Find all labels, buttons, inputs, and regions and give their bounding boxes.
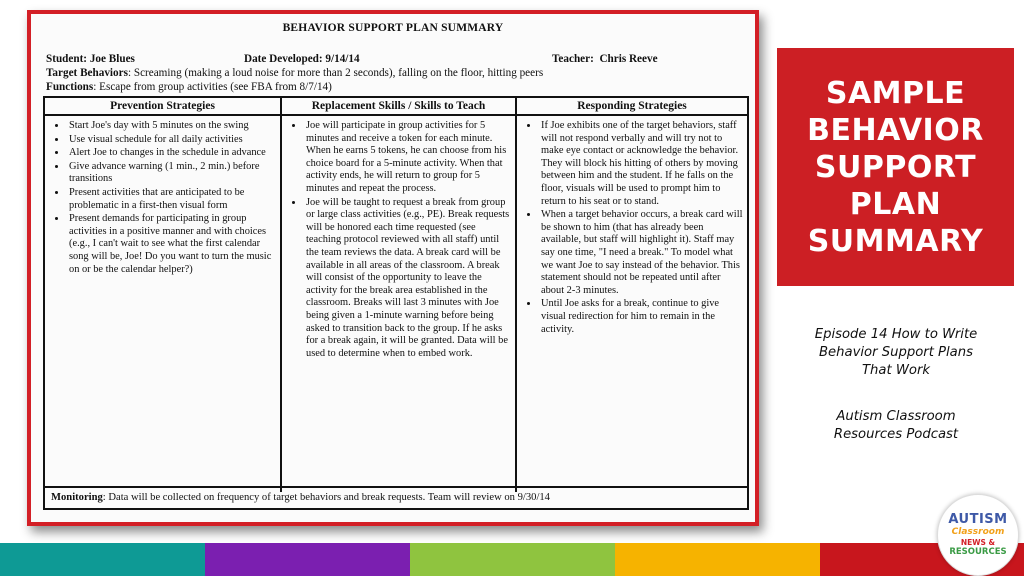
slide-title-box xyxy=(777,48,1014,286)
document-title: BEHAVIOR SUPPORT PLAN SUMMARY xyxy=(282,22,504,34)
list-item: • Present activities that are anticipated to be problematic in a first-then visual form xyxy=(67,187,276,212)
episode-caption: Episode 14 How to Write Behavior Support Plans That Work xyxy=(814,327,978,378)
list-item: • Alert Joe to changes in the schedule in advance xyxy=(67,147,276,160)
monitoring-text: : Data will be collected on frequency of target behaviors and break requests. Team will review on 9/30/14 xyxy=(102,492,550,503)
color-stripe-purple xyxy=(205,543,410,576)
responding-column xyxy=(517,98,747,492)
functions-text: : Escape from group activities (see FBA from 8/7/14) xyxy=(93,81,332,93)
title-line: SUMMARY xyxy=(807,223,984,259)
color-stripe-teal xyxy=(0,543,205,576)
podcast-logo: AUTISM Classroom NEWS & RESOURCES xyxy=(937,494,1019,576)
monitoring-row: Monitoring: Data will be collected on frequency of target behaviors and break requests. Team will review on 9/30/14 xyxy=(45,486,747,508)
functions-row: Functions: Escape from group activities (see FBA from 8/7/14) xyxy=(46,81,332,93)
student-name: Joe Blues xyxy=(89,53,135,65)
title-line: SAMPLE xyxy=(825,75,966,111)
title-line: BEHAVIOR xyxy=(807,112,984,148)
target-behaviors-row: Target Behaviors: Screaming (making a loud noise for more than 2 seconds), falling on the floor, hitting peers xyxy=(46,67,544,79)
list-item: • When a target behavior occurs, a break card will be shown to him (that has already been available, but staff will highlight it). Staff may say one time, "I need a break." To model what we want Joe to say instead of the behavior. This statement should not be repeated until after about 2-3 minutes. xyxy=(539,209,743,297)
teacher-name: Chris Reeve xyxy=(599,53,658,65)
replacement-skills-column xyxy=(282,98,517,492)
title-line: PLAN xyxy=(849,186,942,222)
replacement-skills-header: Replacement Skills / Skills to Teach xyxy=(282,98,515,116)
strategies-table xyxy=(43,96,749,510)
student-field: Student: Joe Blues xyxy=(46,53,135,65)
list-item: • If Joe exhibits one of the target behaviors, staff will not respond verbally and will try not to make eye contact or acknowledge the behavior. They will block his hitting of others by moving between him and the student. If he falls on the floor, visuals will be used to prompt him to return to his seat or to stand. xyxy=(539,120,743,208)
color-stripe-green xyxy=(410,543,615,576)
prevention-header: Prevention Strategies xyxy=(45,98,280,116)
behavior-plan-document xyxy=(27,10,759,526)
podcast-caption: Autism Classroom Resources Podcast xyxy=(833,409,959,442)
responding-header: Responding Strategies xyxy=(517,98,747,116)
title-line: SUPPORT xyxy=(814,149,977,185)
list-item: • Start Joe's day with 5 minutes on the swing xyxy=(67,120,276,133)
list-item: • Until Joe asks for a break, continue to give visual redirection for him to remain in the activity. xyxy=(539,298,743,336)
color-stripe-yellow xyxy=(615,543,820,576)
list-item: • Joe will participate in group activities for 5 minutes and receive a token for each minute. When he earns 5 tokens, he can choose from his choice board for a 5-minute activity. When that activity ends, he will return to group for 5 minutes and repeat the process. xyxy=(304,120,511,196)
date-value: 9/14/14 xyxy=(325,53,360,65)
list-item: • Use visual schedule for all daily activities xyxy=(67,134,276,147)
list-item: • Joe will be taught to request a break from group or large class activities (e.g., PE). Break requests will be honored each time requested (see teaching protocol reviewed with all staff) until the team reviews the data. A break card will be available in all areas of the classroom. A break will consist of the opportunity to leave the activity for the break area established in the classroom. Breaks will last 3 minutes with Joe being given a 1-minute warning before being asked to transition back to the group. If he asks for a break again, it will be granted. Data will be used to determine when to embed work. xyxy=(304,197,511,361)
prevention-list xyxy=(45,120,280,276)
teacher-field: Teacher: Chris Reeve xyxy=(552,53,658,65)
date-field: Date Developed: 9/14/14 xyxy=(244,53,360,65)
target-behaviors-text: : Screaming (making a loud noise for more than 2 seconds), falling on the floor, hitting peers xyxy=(127,67,544,79)
prevention-column xyxy=(45,98,282,492)
list-item: • Present demands for participating in group activities in a positive manner and with choices (e.g., I can't wait to see what the first calendar song will be, Joe! Do you want to turn the music on or be the calendar helper?) xyxy=(67,213,276,276)
replacement-skills-list xyxy=(282,120,515,360)
list-item: • Give advance warning (1 min., 2 min.) before transitions xyxy=(67,161,276,186)
responding-list xyxy=(517,120,747,336)
